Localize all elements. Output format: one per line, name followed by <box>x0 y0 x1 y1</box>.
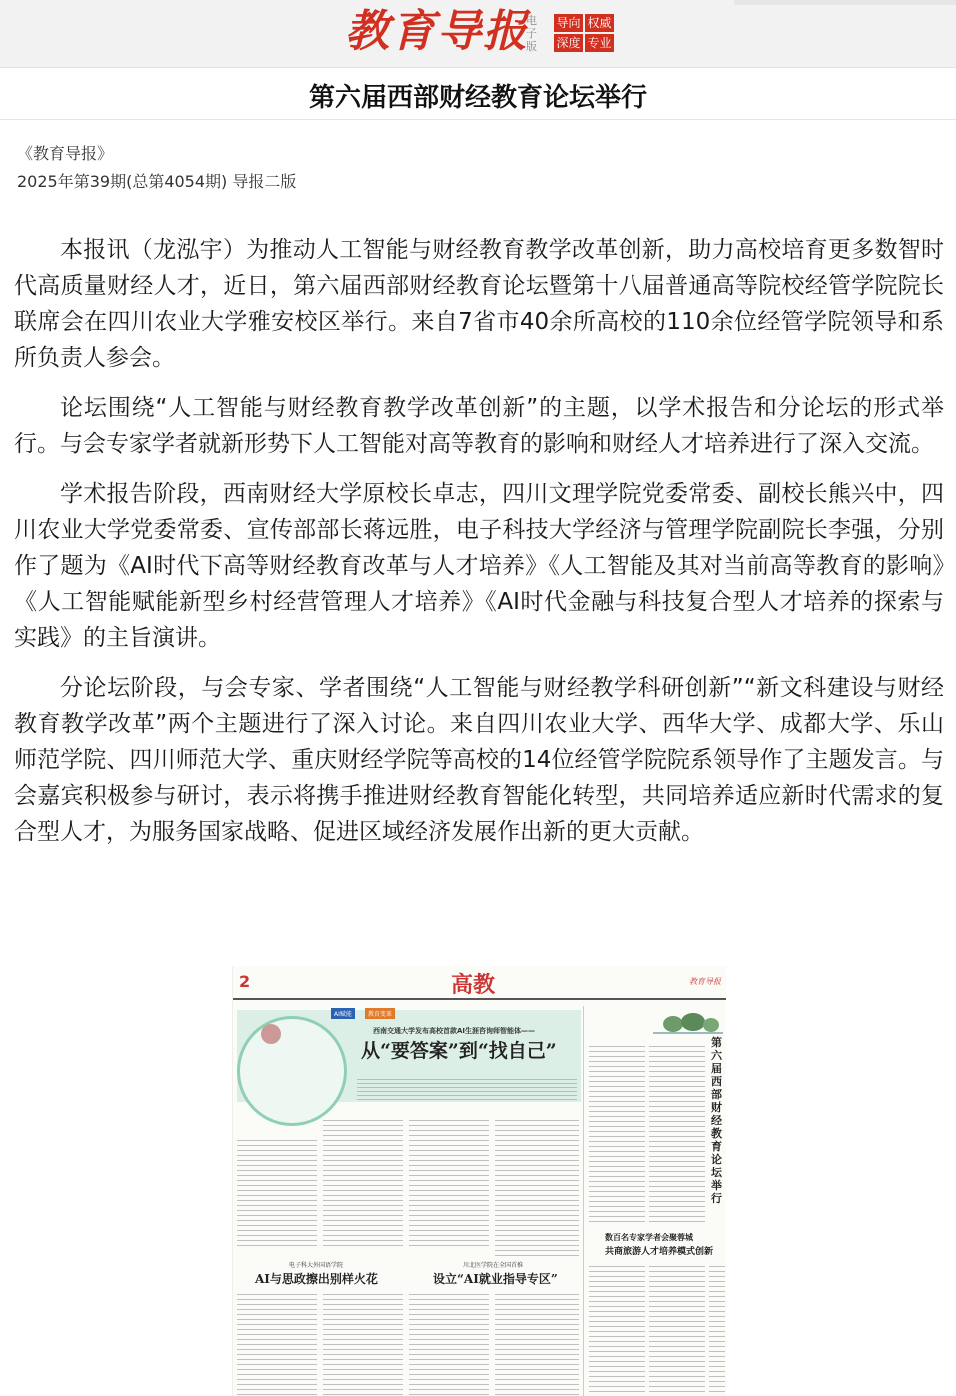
article-paragraph: 论坛围绕“人工智能与财经教育教学改革创新”的主题，以学术报告和分论坛的形式举行。与会专家学者就新形势下人工智能对高等教育的影响和财经人才培养进行了深入交流。 <box>14 395 944 457</box>
slogan-badge: 深度 <box>554 34 583 52</box>
right-story-title: 共商旅游人才培养模式创新 <box>605 1247 714 1257</box>
right-story-kicker: 数百名专家学者会聚蓉城 <box>605 1233 693 1242</box>
slogan-badge: 专业 <box>585 34 614 52</box>
tag-badge: 教育变革 <box>365 1008 395 1019</box>
text-column <box>649 1042 705 1222</box>
text-column <box>649 1262 705 1396</box>
page-masthead-mark: 教育导报 <box>689 977 721 986</box>
article-paragraph: 分论坛阶段，与会专家、学者围绕“人工智能与财经教学科研创新”“新文科建设与财经教育教学改革”两个主题进行了深入讨论。来自四川农业大学、西华大学、成都大学、乐山师范学院、四川师范大学、重庆财经学院等高校的14位经管学院院系领导作了主题发言。与会嘉宾积极参与研讨，表示将携手推进财经教育智能化转型，共同培养适应新时代需求的复合型人才，为服务国家战略、促进区域经济发展作出新的更大贡献。 <box>14 675 944 845</box>
text-column <box>323 1290 403 1396</box>
edition-label: 电子版 <box>526 14 537 53</box>
story-title: AI与思政擦出别样火花 <box>255 1272 378 1286</box>
page-section-title: 高教 <box>451 972 496 998</box>
page-header <box>233 966 726 1000</box>
slogan-badge: 权威 <box>585 14 614 32</box>
lead-kicker: 西南交通大学发布高校首款AI生涯咨询师智能体—— <box>373 1027 536 1035</box>
avatar <box>261 1024 281 1044</box>
decorative-tree-icon <box>653 1012 723 1036</box>
story-kicker: 电子科大外国语学院 <box>289 1262 344 1269</box>
text-column <box>409 1290 489 1396</box>
column-divider <box>583 1006 584 1396</box>
text-column <box>323 1116 403 1246</box>
lead-summary-text <box>357 1076 577 1100</box>
newspaper-page-image[interactable] <box>232 966 726 1396</box>
text-column <box>709 1262 725 1396</box>
masthead <box>0 0 956 68</box>
article-body <box>14 232 944 864</box>
text-column <box>409 1116 489 1246</box>
lead-title: 从“要答案”到“找自己” <box>361 1040 557 1062</box>
story-title: 设立“AI就业指导专区” <box>433 1272 558 1286</box>
text-column <box>237 1290 317 1396</box>
article-paragraph: 本报讯（龙泓宇）为推动人工智能与财经教育教学改革创新，助力高校培育更多数智时代高质量财经人才，近日，第六届西部财经教育论坛暨第十八届普通高等院校经管学院院长联席会在四川农业大学雅安校区举行。来自7省市40余所高校的110余位经管学院领导和系所负责人参会。 <box>14 237 944 371</box>
lead-illustration <box>237 1016 347 1126</box>
right-story-vertical-title: 第六届西部财经教育论坛举行 <box>711 1036 722 1205</box>
newspaper-logo[interactable]: 教育导报 <box>345 6 529 57</box>
text-column <box>495 1116 579 1256</box>
text-column <box>237 1136 317 1246</box>
text-column <box>495 1290 579 1396</box>
page-number: 2 <box>239 972 251 991</box>
slogan-badge: 导向 <box>554 14 583 32</box>
text-column <box>589 1262 645 1396</box>
article-meta <box>17 140 296 196</box>
text-column <box>589 1042 645 1222</box>
article-issue: 2025年第39期(总第4054期) 导报二版 <box>17 172 297 191</box>
article-source: 《教育导报》 <box>17 144 114 163</box>
tag-badge: AI赋能 <box>331 1008 355 1019</box>
slogan-badges <box>554 14 614 52</box>
story-kicker: 川北医学院在全国首推 <box>463 1262 524 1269</box>
top-right-tab <box>734 0 956 5</box>
article-title: 第六届西部财经教育论坛举行 <box>0 76 956 120</box>
article-paragraph: 学术报告阶段，西南财经大学原校长卓志，四川文理学院党委常委、副校长熊兴中，四川农业大学党委常委、宣传部部长蒋远胜，电子科技大学经济与管理学院副院长李强，分别作了题为《AI时代下高等财经教育改革与人才培养》《人工智能及其对当前高等教育的影响》《人工智能赋能新型乡村经营管理人才培养》《AI时代金融与科技复合型人才培养的探索与实践》的主旨演讲。 <box>14 481 944 651</box>
